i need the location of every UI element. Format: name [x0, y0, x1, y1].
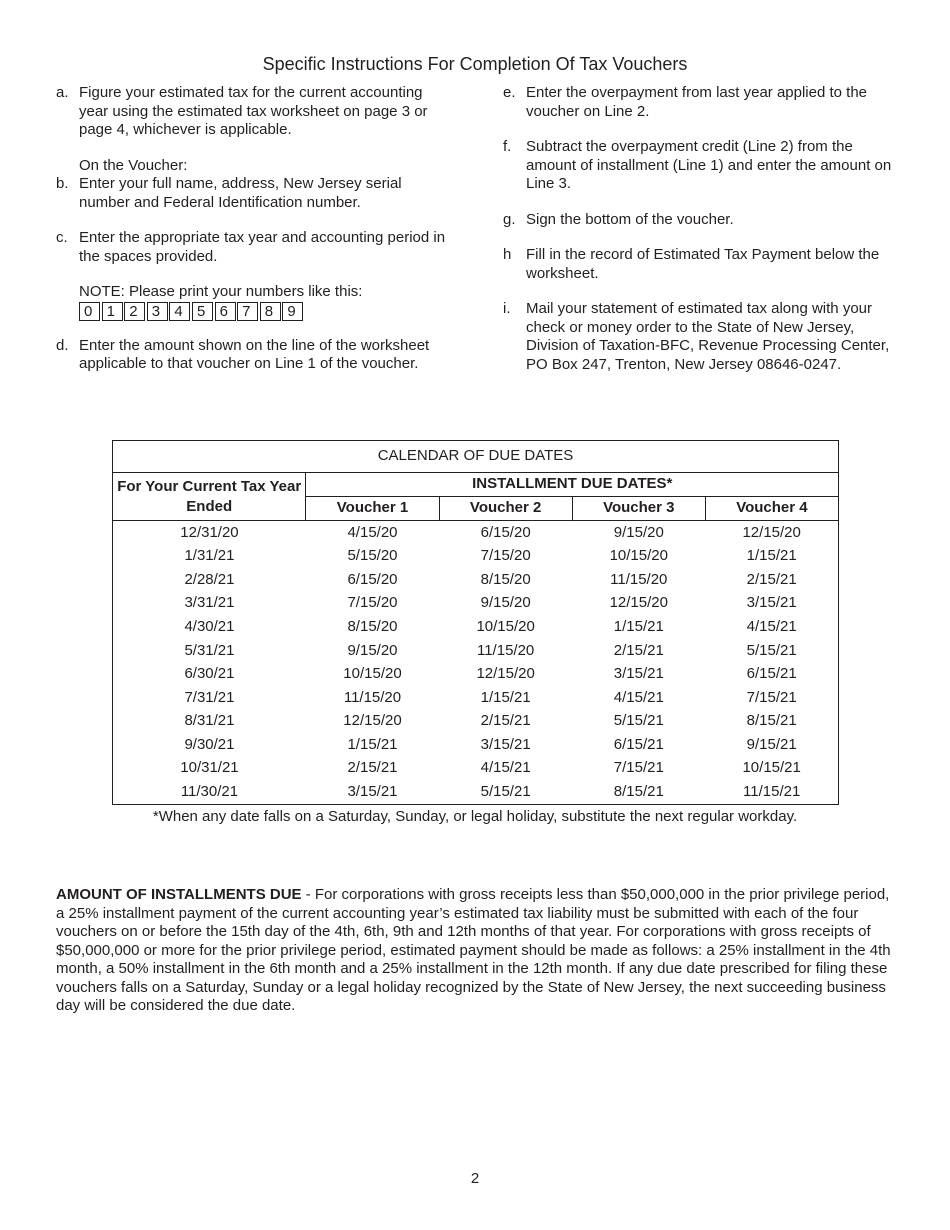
due-date-cell: 11/15/21 — [705, 781, 838, 805]
digit-box: 4 — [169, 302, 190, 321]
on-voucher-subhead: On the Voucher: — [79, 156, 188, 174]
year-ended-cell: 10/31/21 — [113, 757, 306, 781]
voucher-header: Voucher 3 — [572, 497, 705, 521]
instruction-text: Subtract the overpayment credit (Line 2) from the amount of installment (Line 1) and enter the amount on Line 3. — [526, 138, 892, 192]
due-date-cell: 12/15/20 — [705, 521, 838, 545]
instruction-label: b. — [56, 175, 69, 192]
calendar-title: CALENDAR OF DUE DATES — [113, 441, 839, 473]
digit-box: 3 — [147, 302, 168, 321]
instruction-d — [56, 337, 451, 374]
due-date-cell: 2/15/21 — [480, 712, 531, 730]
instruction-label: g. — [503, 210, 516, 228]
due-date-cell: 5/15/21 — [613, 712, 664, 730]
due-date-cell: 6/15/20 — [347, 570, 398, 588]
due-date-cell: 2/15/21 — [347, 759, 398, 777]
note-text: NOTE: Please print your numbers like this: — [79, 283, 363, 300]
table-row — [113, 615, 839, 639]
due-date-cell: 3/15/21 — [705, 592, 838, 616]
due-date-cell: 3/15/21 — [613, 665, 664, 683]
instruction-label: e. — [503, 84, 516, 101]
left-instructions — [56, 84, 451, 391]
due-date-cell: 11/15/20 — [343, 688, 402, 706]
instruction-i — [503, 300, 898, 374]
due-date-cell: 4/15/21 — [613, 688, 664, 706]
due-date-cell: 2/15/21 — [613, 641, 664, 659]
digit-box: 6 — [215, 302, 236, 321]
due-date-cell: 1/15/21 — [705, 545, 838, 569]
instruction-text: Enter the overpayment from last year applied to the voucher on Line 2. — [526, 84, 868, 120]
year-ended-cell: 9/30/21 — [113, 733, 306, 757]
table-row — [113, 592, 839, 616]
table-row — [113, 663, 839, 687]
year-ended-cell: 11/30/21 — [113, 781, 306, 805]
instruction-text: Enter the appropriate tax year and accounting period in the spaces provided. — [79, 229, 446, 265]
voucher-header: Voucher 1 — [306, 497, 439, 521]
due-date-cell: 8/15/21 — [705, 710, 838, 734]
instruction-text: Enter the amount shown on the line of the worksheet applicable to that voucher on Line 1 of the voucher. — [79, 336, 430, 372]
due-date-cell: 4/15/20 — [347, 523, 398, 541]
instruction-label: i. — [503, 300, 511, 317]
table-row — [113, 639, 839, 663]
due-date-cell: 12/15/20 — [343, 712, 402, 730]
instruction-text: Mail your statement of estimated tax along with your check or money order to the State of New Jersey, Division of Taxation-BFC, Revenue Processing Center, PO Box 247, Trenton, New Jersey 08646-0247. — [526, 300, 890, 373]
due-date-cell: 4/15/21 — [480, 759, 531, 777]
installments-body: - For corporations with gross receipts less than $50,000,000 in the prior privilege period, a 25% installment payment of the current accounting year’s estimated tax liability must be submitted with each of the four vouchers on or before the 15th day of the 4th, 6th, 9th and 12th months of that year. For corporations with gross receipts of $50,000,000 or more for the prior privilege period, estimated payment should be made as follows: a 25% installment in the 4th month, a 50% installment in the 6th month and a 25% installment in the 12th month. If any due date prescribed for filing these vouchers falls on a Saturday, Sunday or a legal holiday recognized by the State of New Jersey, the next succeeding business day will be considered the due date. — [56, 886, 891, 1014]
due-date-cell: 10/15/20 — [609, 547, 668, 565]
digit-box: 7 — [237, 302, 258, 321]
calendar-footnote: *When any date falls on a Saturday, Sunday, or legal holiday, substitute the next regular workday. — [152, 808, 798, 825]
instruction-label: f. — [503, 138, 512, 155]
due-date-cell: 10/15/20 — [343, 665, 402, 683]
table-row — [113, 568, 839, 592]
due-date-cell: 4/15/21 — [705, 615, 838, 639]
due-date-cell: 5/15/21 — [705, 639, 838, 663]
due-date-cell: 7/15/20 — [480, 547, 531, 565]
table-row — [113, 781, 839, 805]
digit-box: 8 — [260, 302, 281, 321]
installment-header: INSTALLMENT DUE DATES* — [306, 473, 839, 497]
instruction-label: a. — [56, 84, 69, 101]
due-date-cell: 10/15/20 — [476, 617, 535, 635]
due-date-cell: 6/15/21 — [705, 663, 838, 687]
voucher-header: Voucher 2 — [439, 497, 572, 521]
year-ended-cell: 7/31/21 — [113, 686, 306, 710]
installments-paragraph — [56, 886, 896, 1016]
due-date-cell: 8/15/20 — [347, 617, 398, 635]
digit-samples — [79, 302, 451, 321]
due-date-cell: 9/15/20 — [613, 523, 664, 541]
due-date-cell: 9/15/21 — [705, 733, 838, 757]
table-row — [113, 733, 839, 757]
due-date-cell: 2/15/21 — [705, 568, 838, 592]
table-row — [113, 545, 839, 569]
due-date-cell: 11/15/20 — [476, 641, 535, 659]
table-row — [113, 686, 839, 710]
instruction-g — [503, 211, 898, 230]
instruction-a — [56, 84, 451, 140]
year-ended-cell: 3/31/21 — [113, 592, 306, 616]
due-date-cell: 10/15/21 — [705, 757, 838, 781]
due-date-cell: 1/15/21 — [347, 735, 398, 753]
digit-box: 9 — [282, 302, 303, 321]
instruction-label: c. — [56, 229, 68, 246]
due-date-cell: 3/15/21 — [306, 781, 439, 805]
due-date-cell: 3/15/21 — [480, 735, 531, 753]
page-number: 2 — [470, 1170, 480, 1187]
instruction-text: Fill in the record of Estimated Tax Payment below the worksheet. — [526, 246, 880, 282]
year-ended-cell: 12/31/20 — [113, 521, 306, 545]
due-date-cell: 5/15/21 — [439, 781, 572, 805]
table-row — [113, 757, 839, 781]
due-date-cell: 7/15/21 — [705, 686, 838, 710]
table-row — [113, 710, 839, 734]
year-ended-cell: 2/28/21 — [113, 568, 306, 592]
right-instructions — [503, 84, 898, 391]
digit-box: 1 — [102, 302, 123, 321]
due-date-cell: 8/15/20 — [480, 570, 531, 588]
due-date-cell: 9/15/20 — [480, 594, 531, 612]
digit-box: 5 — [192, 302, 213, 321]
digit-box: 0 — [79, 302, 100, 321]
instruction-label: d. — [56, 336, 69, 354]
tax-year-header: For Your Current Tax Year Ended — [113, 473, 306, 521]
year-ended-cell: 4/30/21 — [113, 615, 306, 639]
instruction-b — [56, 175, 451, 212]
instruction-text: Enter your full name, address, New Jersey serial number and Federal Identification number. — [79, 175, 402, 211]
due-date-cell: 8/15/21 — [572, 781, 705, 805]
due-date-cell: 1/15/21 — [480, 688, 531, 706]
number-note — [79, 283, 451, 321]
calendar-table — [112, 440, 839, 805]
year-ended-cell: 8/31/21 — [113, 710, 306, 734]
due-date-cell: 9/15/20 — [347, 641, 398, 659]
due-date-cell: 5/15/20 — [347, 547, 398, 565]
instruction-label: h — [503, 246, 512, 263]
instruction-text: Sign the bottom of the voucher. — [526, 210, 734, 228]
due-date-cell: 12/15/20 — [476, 665, 535, 683]
page-title: Specific Instructions For Completion Of Tax Vouchers — [262, 54, 688, 74]
due-date-cell: 1/15/21 — [613, 617, 664, 635]
due-date-cell: 6/15/20 — [480, 523, 531, 541]
installments-heading: AMOUNT OF INSTALLMENTS DUE — [56, 886, 302, 903]
due-date-cell: 6/15/21 — [613, 735, 664, 753]
instruction-e — [503, 84, 898, 121]
year-ended-cell: 5/31/21 — [113, 639, 306, 663]
calendar-body — [113, 521, 839, 805]
due-date-cell: 7/15/20 — [347, 594, 398, 612]
instruction-c — [56, 229, 451, 266]
due-date-cell: 12/15/20 — [609, 594, 668, 612]
due-date-cell: 11/15/20 — [610, 570, 668, 588]
voucher-header: Voucher 4 — [705, 497, 838, 521]
digit-box: 2 — [124, 302, 145, 321]
instruction-f — [503, 138, 898, 194]
table-row — [113, 521, 839, 545]
due-date-cell: 7/15/21 — [613, 759, 664, 777]
year-ended-cell: 6/30/21 — [113, 663, 306, 687]
year-ended-cell: 1/31/21 — [113, 545, 306, 569]
instruction-text: Figure your estimated tax for the current accounting year using the estimated tax worksheet on page 3 or page 4, whichever is applicable. — [79, 84, 428, 138]
instruction-h — [503, 246, 898, 283]
